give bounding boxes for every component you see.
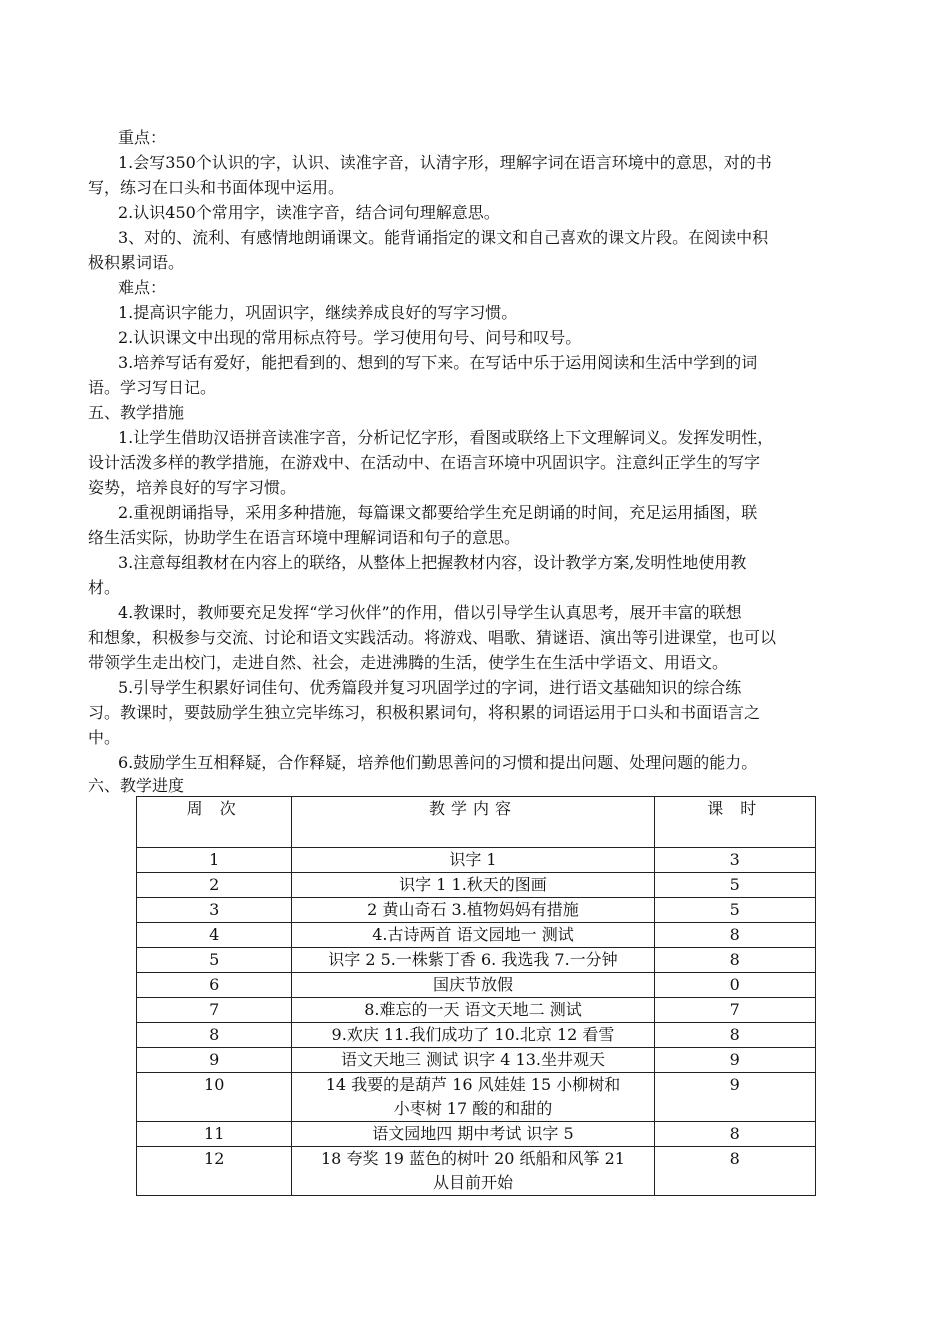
week-cell: 6: [137, 973, 292, 998]
col-content-header: 教学内容: [292, 797, 654, 848]
schedule-header-row: [137, 797, 816, 848]
week-cell: 5: [137, 948, 292, 973]
measure-4-line-1: 4.教课时，教师要充足发挥“学习伙伴”的作用，借以引导学生认真思考，展开丰富的联想: [118, 603, 742, 622]
difficult-point-3-line-1: 3.培养写话有爱好，能把看到的、想到的写下来。在写话中乐于运用阅读和生活中学到的词: [118, 353, 758, 372]
week-cell: 3: [137, 898, 292, 923]
table-row: [137, 1147, 816, 1196]
hours-cell: 3: [654, 848, 815, 873]
week-cell: 9: [137, 1048, 292, 1073]
col-hours-header: 课 时: [654, 797, 815, 848]
measure-5-line-3: 中。: [88, 728, 121, 747]
measure-1-line-1: 1.让学生借助汉语拼音读准字音，分析记忆字形，看图或联络上下文理解词义。发挥发明性，: [118, 428, 774, 447]
key-point-3-line-1: 3、对的、流利、有感情地朗诵课文。能背诵指定的课文和自己喜欢的课文片段。在阅读中积: [118, 228, 769, 247]
hours-cell: 8: [654, 1147, 815, 1196]
measure-1-line-3: 姿势，培养良好的写字习惯。: [88, 478, 297, 497]
hours-cell: 8: [654, 923, 815, 948]
table-row: [137, 1122, 816, 1147]
table-row: [137, 898, 816, 923]
week-cell: 10: [137, 1073, 292, 1122]
table-row: [137, 923, 816, 948]
content-cell: 国庆节放假: [292, 973, 654, 998]
measure-5-line-2: 习。教课时，要鼓励学生独立完毕练习，积极积累词句，将积累的词语运用于口头和书面语言之: [88, 703, 761, 722]
content-cell: 识字 1 1.秋天的图画: [292, 873, 654, 898]
measure-4-line-3: 带领学生走出校门，走进自然、社会，走进沸腾的生活，使学生在生活中学语文、用语文。: [88, 653, 729, 672]
content-cell: 9.欢庆 11.我们成功了 10.北京 12 看雪: [292, 1023, 654, 1048]
table-row: [137, 973, 816, 998]
difficult-point-2: 2.认识课文中出现的常用标点符号。学习使用句号、问号和叹号。: [118, 328, 582, 347]
hours-cell: 8: [654, 1023, 815, 1048]
hours-cell: 5: [654, 873, 815, 898]
week-cell: 4: [137, 923, 292, 948]
hours-cell: 7: [654, 998, 815, 1023]
key-points-heading: 重点：: [118, 128, 167, 147]
hours-cell: 5: [654, 898, 815, 923]
col-week-header: 周 次: [137, 797, 292, 848]
table-row: [137, 1023, 816, 1048]
table-row: [137, 873, 816, 898]
week-cell: 1: [137, 848, 292, 873]
hours-cell: 8: [654, 1122, 815, 1147]
hours-cell: 0: [654, 973, 815, 998]
content-cell: 4.古诗两首 语文园地一 测试: [292, 923, 654, 948]
measure-2-line-2: 络生活实际，协助学生在语言环境中理解词语和句子的意思。: [88, 528, 521, 547]
schedule-heading: 六、教学进度: [88, 776, 185, 795]
table-row: [137, 998, 816, 1023]
measure-2-line-1: 2.重视朗诵指导，采用多种措施，每篇课文都要给学生充足朗诵的时间，充足运用插图，联: [118, 503, 758, 522]
table-row: [137, 948, 816, 973]
difficult-points-heading: 难点：: [118, 278, 167, 297]
week-cell: 12: [137, 1147, 292, 1196]
content-line-2: 从目前开始: [432, 1173, 513, 1192]
content-cell: 8.难忘的一天 语文天地二 测试: [292, 998, 654, 1023]
table-row: [137, 1073, 816, 1122]
content-line-2: 小枣树 17 酸的和甜的: [393, 1099, 553, 1118]
content-cell: 识字 2 5.一株紫丁香 6. 我选我 7.一分钟: [292, 948, 654, 973]
measure-6: 6.鼓励学生互相释疑，合作释疑，培养他们勤思善问的习惯和提出问题、处理问题的能力。: [118, 753, 758, 772]
content-line-1: 18 夸奖 19 蓝色的树叶 20 纸船和风筝 21: [321, 1149, 625, 1168]
key-point-3-line-2: 极积累词语。: [88, 253, 185, 272]
table-row: [137, 848, 816, 873]
measure-5-line-1: 5.引导学生积累好词佳句、优秀篇段并复习巩固学过的字词，进行语文基础知识的综合练: [118, 678, 742, 697]
hours-cell: 8: [654, 948, 815, 973]
hours-cell: 9: [654, 1048, 815, 1073]
content-cell: 2 黄山奇石 3.植物妈妈有措施: [292, 898, 654, 923]
key-point-1-line-1: 1.会写350个认识的字，认识、读准字音，认清字形，理解字词在语言环境中的意思，对的书: [118, 153, 772, 172]
measure-1-line-2: 设计活泼多样的教学措施，在游戏中、在活动中、在语言环境中巩固识字。注意纠正学生的写字: [88, 453, 761, 472]
difficult-point-1: 1.提高识字能力，巩固识字，继续养成良好的写字习惯。: [118, 303, 518, 322]
key-point-1-line-2: 写，练习在口头和书面体现中运用。: [88, 178, 345, 197]
content-cell: [292, 1147, 654, 1196]
week-cell: 2: [137, 873, 292, 898]
content-cell: 识字 1: [292, 848, 654, 873]
difficult-point-3-line-2: 语。学习写日记。: [88, 378, 217, 397]
content-cell: 语文园地四 期中考试 识字 5: [292, 1122, 654, 1147]
week-cell: 7: [137, 998, 292, 1023]
content-line-1: 14 我要的是葫芦 16 风娃娃 15 小柳树和: [325, 1075, 621, 1094]
table-row: [137, 1048, 816, 1073]
week-cell: 8: [137, 1023, 292, 1048]
key-point-2: 2.认识450个常用字，读准字音，结合词句理解意思。: [118, 203, 500, 222]
measure-4-line-2: 和想象，积极参与交流、讨论和语文实践活动。将游戏、唱歌、猜谜语、演出等引进课堂，也可以: [88, 628, 777, 647]
schedule-table: [136, 796, 816, 1196]
content-cell: 语文天地三 测试 识字 4 13.坐井观天: [292, 1048, 654, 1073]
measure-3-line-2: 材。: [88, 578, 121, 597]
measures-heading: 五、教学措施: [88, 403, 185, 422]
week-cell: 11: [137, 1122, 292, 1147]
hours-cell: 9: [654, 1073, 815, 1122]
content-cell: [292, 1073, 654, 1122]
measure-3-line-1: 3.注意每组教材在内容上的联络，从整体上把握教材内容，设计教学方案,发明性地使用教: [118, 553, 747, 572]
